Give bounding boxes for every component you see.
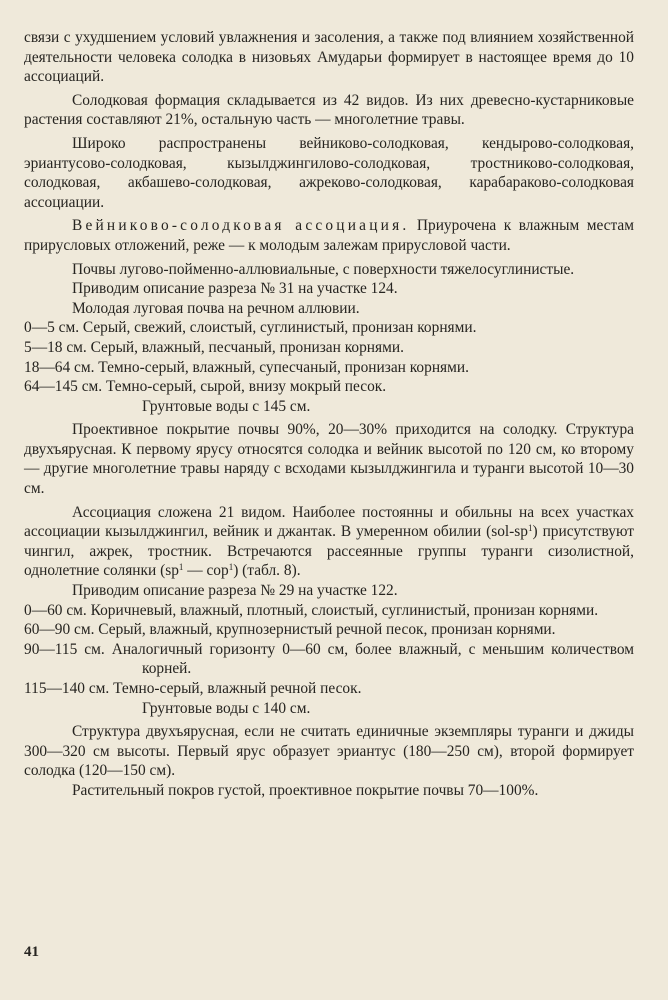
horizon-18-64: 18—64 см. Темно-серый, влажный, супесчаный, пронизан корнями. (24, 358, 469, 376)
paragraph-vegetation-cover: Растительный покров густой, проективное покрытие почвы 70—100%. (72, 781, 539, 799)
horizon-90-115: 90—115 см. Аналогичный горизонту 0—60 см, более влажный, с меньшим количеством корней. (24, 640, 634, 678)
superscript-3: 1 (228, 562, 234, 573)
paragraph-profile-29: Приводим описание разреза № 29 на участке 122. (72, 582, 398, 600)
horizon-115-140: 115—140 см. Темно-серый, влажный речной песок. (24, 680, 362, 697)
groundwater-145: Грунтовые воды с 145 см. (142, 397, 311, 415)
paragraph-formation-species: Солодковая формация складывается из 42 видов. Из них древесно-кустарниковые растения составляют 21%, остальную часть — многолетние травы. (24, 91, 634, 129)
association-description: Приурочена к влажным местам прирусловых отложений, реже — к молодым залежам прирусловой части. (24, 217, 634, 254)
composition-text-1: Ассоциация сложена 21 видом. Наиболее постоянны и обильны на всех участках ассоциации кызылджингил, вейник и джантак. В умеренном обилии (sol-sp (24, 503, 634, 541)
paragraph-associations-list: Широко распространены вейниково-солодковая, кендырово-солодковая, эриантусово-солодковая, кызылджингилово-солодковая, тростниково-солодковая, солодковая, акбашево-солодковая, ажреково-солодковая, карабараково-солодковая ассоциации. (24, 134, 634, 211)
paragraph-association-composition (24, 503, 634, 581)
page-number: 41 (24, 944, 39, 960)
paragraph-intro-continued: связи с ухудшением условий увлажнения и засоления, а также под влиянием хозяйственной деятельности человека солодка в низовьях Амударьи формирует в настоящее время до 10 ассоциаций. (24, 29, 634, 86)
superscript-2: 1 (178, 562, 184, 573)
paragraph-two-tier-structure: Структура двухъярусная, если не считать единичные экземпляры туранги и джиды 300—320 см высоты. Первый ярус образует эриантус (180—250 см), второй формирует солодка (120—150 см). (24, 723, 634, 780)
body-text (24, 28, 634, 801)
superscript-1: 1 (528, 523, 533, 534)
horizon-0-60: 0—60 см. Коричневый, влажный, плотный, слоистый, суглинистый, пронизан корнями. (24, 601, 599, 619)
horizon-5-18: 5—18 см. Серый, влажный, песчаный, пронизан корнями. (24, 338, 404, 356)
composition-text-3: — cop (183, 562, 229, 580)
composition-text-2: ) присутствуют чингил, ажрек, тростник. Встречаются рассеянные группы туранги сизолистной, однолетние солянки (sp (24, 523, 634, 580)
horizon-60-90: 60—90 см. Серый, влажный, крупнозернистый речной песок, пронизан корнями. (24, 621, 556, 639)
groundwater-140: Грунтовые воды с 140 см. (142, 699, 311, 717)
paragraph-soil-type: Молодая луговая почва на речном аллювии. (72, 299, 360, 317)
horizon-0-5: 0—5 см. Серый, свежий, слоистый, суглинистый, пронизан корнями. (24, 319, 477, 337)
paragraph-cover-structure: Проективное покрытие почвы 90%, 20—30% приходится на солодку. Структура двухъярусная. К первому ярусу относятся солодка и вейник высотой по 120 см, ко второму — другие многолетние травы наряду с всходами кызылджингила и туранги высотой 10—30 см. (24, 421, 634, 498)
association-title: Вейниково-солодковая ассоциация. (72, 217, 410, 235)
paragraph-profile-31: Приводим описание разреза № 31 на участке 124. (72, 280, 398, 298)
composition-text-4: ) (табл. 8). (233, 562, 301, 580)
horizon-64-145: 64—145 см. Темно-серый, сырой, внизу мокрый песок. (24, 378, 387, 396)
paragraph-soils: Почвы лугово-пойменно-аллювиальные, с поверхности тяжелосуглинистые. (72, 260, 575, 278)
paragraph-association-heading (24, 216, 634, 255)
